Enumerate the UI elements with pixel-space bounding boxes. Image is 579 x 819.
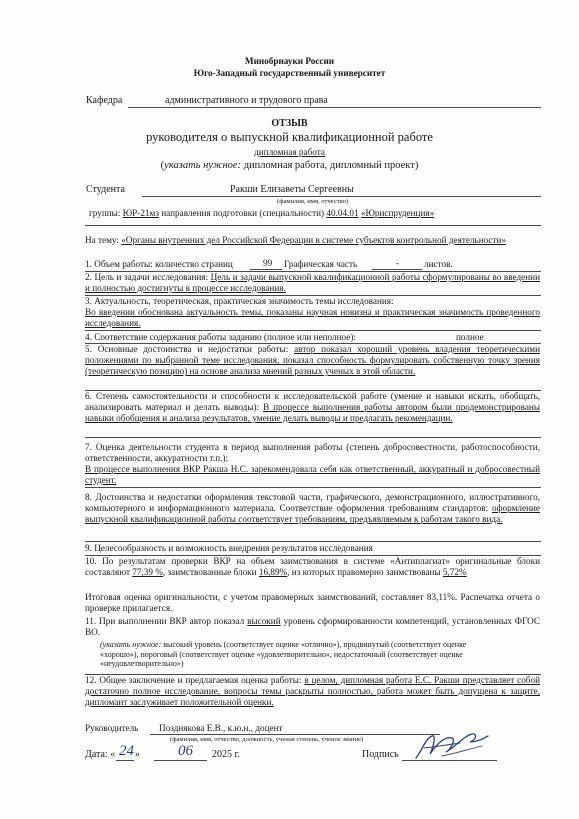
- supervisor-underline: [150, 734, 440, 735]
- item-1-pages-line: [250, 269, 282, 270]
- item-10-total: Итоговая оценка оригинальности, с учетом правомерных заимствований, составляет 83,11%. Распечатка отчета о проверке прилагается.: [85, 592, 540, 613]
- student-label: Студента: [86, 184, 125, 195]
- item-2: 2. Цель и задачи исследования: Цель и задачи выпускной квалификационной работы сформулированы во введении и полностью достигнуты в процессе исследования.: [85, 272, 541, 293]
- work-type-note: (указать нужное: дипломная работа, дипломный проект): [160, 160, 419, 171]
- item-1-graph: Графическая часть: [284, 259, 358, 269]
- item-3-rule: [85, 330, 541, 331]
- item-1-sheets: листов.: [424, 259, 453, 269]
- department-label: Кафедра: [86, 95, 123, 106]
- date-close-quote: »: [135, 749, 140, 760]
- item-12: 12. Общее заключение и предлагаемая оценка работы: в целом, дипломная работа Е.С. Ракши представляет собой достаточно полное исследование, вопросы темы раскрыты полностью, работа может быть допущена к защите, дипломант заслуживает положительной оценки.: [85, 675, 540, 707]
- student-name: Ракши Елизаветы Сергеевны: [230, 184, 354, 195]
- item-6: 6. Степень самостоятельности и способности к исследовательской работе (умение и навыки искать, обобщать, анализировать материал и делать выводы): В процессе выполнения работы автором были продемонстрированы навыки обобщения и анализа результатов, умение делать выводы и предлагать рекомендации.: [85, 391, 541, 423]
- supervisor-name: Позднякова Е.В., к.ю.н., доцент: [159, 723, 283, 733]
- item-1-pages: 99: [263, 258, 273, 268]
- item-9-label: 9. Целесообразность и возможность внедрения результатов исследования: [85, 543, 373, 553]
- group-line: группы: ЮР-21мз направления подготовки (специальности) 40.04.01 «Юриспруденция»: [89, 208, 435, 218]
- work-type: дипломная работа: [254, 147, 325, 157]
- item-6-rule: [85, 437, 541, 438]
- date-day-line: [116, 760, 134, 761]
- item-10: 10. По результатам проверки ВКР на объем заимствования в системе «Антиплагиат» оригинальные блоки составляют 77,39 %, заимствованные блоки 16,89%, из которых правомерно заимствованы 5,72%: [85, 556, 540, 577]
- review-title: ОТЗЫВ: [271, 118, 308, 129]
- item-11-note: (указать нужное: высокий уровень (соответствует оценке «отлично»), продвинутый (соответствует оценке «хорошо»), пороговый (соответствует оценке «удовлетворительно», недостаточный (соответствует оценке «неудовлетворительно»): [100, 640, 467, 669]
- ministry-title: Минобрнауки России: [244, 56, 335, 66]
- item-7-rule: [85, 487, 541, 488]
- item-5: 5. Основные достоинства и недостатки работы: автор показал хороший уровень владения теоретическими положениями по выбранной теме исследования, показал способность формулировать собственную точку зрения (теоретическую позицию) на основе анализа мнений разных ученых в этой области.: [85, 344, 540, 376]
- date-month-line: [154, 760, 207, 761]
- item-1-sheets-line: [372, 269, 422, 270]
- review-subtitle: руководителя о выпускной квалификационной работе: [146, 130, 433, 144]
- department-value: административного и трудового права: [165, 95, 328, 106]
- item-8-rule: [85, 541, 541, 542]
- date-day: 24: [119, 743, 134, 759]
- item-7: 7. Оценка деятельности студента в период выполнения работы (степень добросовестности, работоспособности, ответственности, аккуратности т.п.): В процессе выполнения ВКР Ракша Н.С. зарекомендовала себя как ответственный, аккуратный и добросовестный студент.: [85, 442, 540, 485]
- student-underline: [142, 196, 541, 197]
- item-8: 8. Достоинства и недостатки оформления текстовой части, графического, демонстрационного, иллюстративного, компьютерного и информационного материала. Соответствие оформления требованиям стандартов: оформление выпускной квалификационной работы соответствует требованиям, предъявляемым к работам такого вида.: [85, 492, 540, 524]
- department-underline: [128, 107, 541, 108]
- item-1-dash: -: [396, 258, 400, 268]
- supervisor-hint: (фамилия, имя, отчество, должность, ученая степень, ученое звание): [170, 736, 364, 743]
- student-hint: (фамилия, имя, отчество): [277, 198, 349, 205]
- item-11: 11. При выполнении ВКР автор показал высокий уровень сформированности компетенций, установленных ФГОС ВО.: [85, 616, 541, 637]
- item-1-label: 1. Объем работы: количество страниц: [85, 259, 233, 269]
- item-4-value: полное: [456, 332, 484, 342]
- date-month: 06: [178, 743, 193, 759]
- separator-line: [85, 225, 541, 226]
- signature-label: Подпись: [362, 749, 399, 760]
- theme-line: На тему: «Органы внутренних дел Российской Федерации в системе субъектов контрольной деятельности»: [85, 235, 507, 245]
- university-title: Юго-Западный государственный университет: [193, 68, 386, 78]
- signature-image: [412, 728, 492, 764]
- supervisor-label: Руководитель: [85, 723, 139, 733]
- item-4-label: 4. Соответствие содержания работы заданию (полное или неполное):: [85, 332, 356, 342]
- date-label: Дата: «: [85, 749, 116, 760]
- item-3: 3. Актуальность, теоретическая, практическая значимость темы исследования: Во введении обоснована актуальность темы, показаны научная новизна и практическая значимость проведенного исследования.: [85, 296, 540, 328]
- date-year: 2025 г.: [212, 749, 240, 760]
